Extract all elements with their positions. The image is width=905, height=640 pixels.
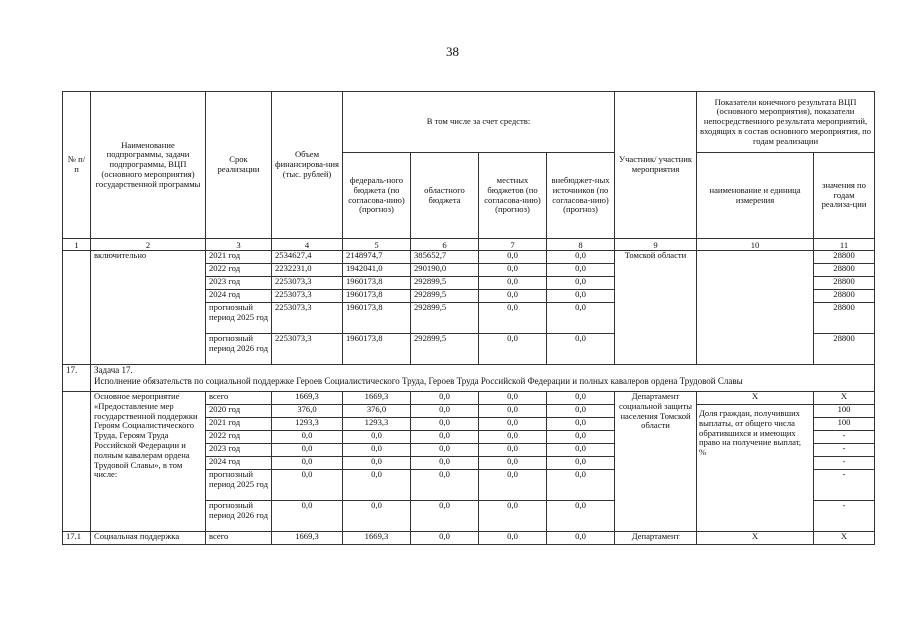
row-local: 0,0 <box>479 470 547 501</box>
row-local: 0,0 <box>479 303 547 334</box>
col-num: 4 <box>272 239 343 251</box>
header-federal: федераль-ного бюджета (по согласова-нию) (прогноз) <box>343 153 411 239</box>
row-local: 0,0 <box>479 290 547 303</box>
row-regional: 292899,5 <box>411 290 479 303</box>
col-num: 10 <box>697 239 814 251</box>
row-regional: 0,0 <box>411 532 479 545</box>
table-row <box>63 532 875 545</box>
header-indicator-name: наименование и единица измерения <box>697 153 814 239</box>
row-period: 2024 год <box>206 290 272 303</box>
header-extrabudget: внебюджет-ных источников (по согласова-нию) (прогноз) <box>547 153 615 239</box>
row-federal: 1293,3 <box>343 418 411 431</box>
row-regional: 0,0 <box>411 405 479 418</box>
row-participant: Департамент <box>615 532 697 545</box>
row-extra: 0,0 <box>547 405 615 418</box>
row-federal: 1669,3 <box>343 532 411 545</box>
row-regional: 0,0 <box>411 418 479 431</box>
header-row-1 <box>63 92 875 153</box>
row-total: 2232231,0 <box>272 264 343 277</box>
header-name: Наименование подпрограммы, задачи подпрограммы, ВЦП (основного мероприятия) государственной программы <box>91 92 206 239</box>
col-num: 2 <box>91 239 206 251</box>
row-name: включительно <box>91 251 206 365</box>
row-total: 2253073,3 <box>272 303 343 334</box>
header-indicator-values: значения по годам реализа-ции <box>814 153 875 239</box>
row-local: 0,0 <box>479 264 547 277</box>
row-value: 28800 <box>814 334 875 365</box>
row-period: всего <box>206 392 272 405</box>
row-value: 28800 <box>814 303 875 334</box>
row-extra: 0,0 <box>547 303 615 334</box>
row-value: Х <box>814 392 875 405</box>
header-indicators-group: Показатели конечного результата ВЦП (основного мероприятия), показатели непосредственного результата мероприятий, входящих в состав основного мероприятия, по годам реализации <box>697 92 875 153</box>
task-title: Задача 17. <box>94 365 133 375</box>
row-regional: 292899,5 <box>411 303 479 334</box>
row-federal: 0,0 <box>343 457 411 470</box>
row-federal: 1960173,8 <box>343 277 411 290</box>
row-period: 2024 год <box>206 457 272 470</box>
col-num: 8 <box>547 239 615 251</box>
row-period: прогнозный период 2026 год <box>206 501 272 532</box>
program-table <box>62 91 875 545</box>
row-total: 1293,3 <box>272 418 343 431</box>
row-extra: 0,0 <box>547 251 615 264</box>
row-value: - <box>814 470 875 501</box>
row-federal: 376,0 <box>343 405 411 418</box>
row-value: Х <box>814 532 875 545</box>
header-period: Срок реализации <box>206 92 272 239</box>
row-value: 100 <box>814 418 875 431</box>
row-extra: 0,0 <box>547 470 615 501</box>
row-indicator: Доля граждан, получивших выплаты, от общего числа обратившихся и имеющих право на получение выплат, % <box>697 405 814 532</box>
row-extra: 0,0 <box>547 444 615 457</box>
row-name: Социальная поддержка <box>91 532 206 545</box>
row-extra: 0,0 <box>547 392 615 405</box>
row-indicator-x: Х <box>697 532 814 545</box>
row-extra: 0,0 <box>547 264 615 277</box>
row-local: 0,0 <box>479 277 547 290</box>
header-total: Объем финансирова-ния (тыс. рублей) <box>272 92 343 239</box>
row-federal: 0,0 <box>343 501 411 532</box>
row-local: 0,0 <box>479 418 547 431</box>
row-period: всего <box>206 532 272 545</box>
row-regional: 0,0 <box>411 470 479 501</box>
task-description: Исполнение обязательств по социальной поддержке Героев Социалистического Труда, Героев Труда Российской Федерации и полных кавалеров ордена Трудовой Славы <box>94 376 743 386</box>
row-federal: 1960173,8 <box>343 290 411 303</box>
row-local: 0,0 <box>479 431 547 444</box>
row-name: Основное мероприятие «Предоставление мер государственной поддержки Героям Социалистического Труда, Героям Труда Российской Федерации и полным кавалерам ордена Трудовой Славы», в том числе: <box>91 392 206 532</box>
row-total: 1669,3 <box>272 392 343 405</box>
col-num: 5 <box>343 239 411 251</box>
task-text <box>91 365 875 392</box>
col-num: 1 <box>63 239 91 251</box>
row-total: 2253073,3 <box>272 290 343 303</box>
row-value: 28800 <box>814 264 875 277</box>
row-total: 0,0 <box>272 444 343 457</box>
row-local: 0,0 <box>479 444 547 457</box>
row-period: прогнозный период 2026 год <box>206 334 272 365</box>
row-local: 0,0 <box>479 532 547 545</box>
column-numbers-row <box>63 239 875 251</box>
row-regional: 0,0 <box>411 431 479 444</box>
row-value: - <box>814 431 875 444</box>
row-value: 28800 <box>814 251 875 264</box>
row-period: 2021 год <box>206 251 272 264</box>
row-number <box>63 251 91 365</box>
row-extra: 0,0 <box>547 431 615 444</box>
row-regional: 0,0 <box>411 392 479 405</box>
row-period: 2023 год <box>206 444 272 457</box>
row-local: 0,0 <box>479 457 547 470</box>
row-total: 2534627,4 <box>272 251 343 264</box>
row-value: - <box>814 457 875 470</box>
row-value: - <box>814 444 875 457</box>
row-indicator-x: Х <box>697 392 814 405</box>
row-number <box>63 392 91 532</box>
header-number: № п/п <box>63 92 91 239</box>
row-period: 2020 год <box>206 405 272 418</box>
col-num: 7 <box>479 239 547 251</box>
col-num: 6 <box>411 239 479 251</box>
row-total: 376,0 <box>272 405 343 418</box>
task-number: 17. <box>63 365 91 392</box>
row-regional: 292899,5 <box>411 277 479 290</box>
row-total: 2253073,3 <box>272 334 343 365</box>
row-indicator <box>697 251 814 365</box>
header-local: местных бюджетов (по согласова-нию) (прогноз) <box>479 153 547 239</box>
row-regional: 0,0 <box>411 501 479 532</box>
row-participant: Томской области <box>615 251 697 365</box>
row-local: 0,0 <box>479 251 547 264</box>
table-row <box>63 251 875 264</box>
row-value: 28800 <box>814 290 875 303</box>
row-period: 2022 год <box>206 264 272 277</box>
table-row <box>63 392 875 405</box>
row-number: 17.1 <box>63 532 91 545</box>
row-extra: 0,0 <box>547 457 615 470</box>
row-extra: 0,0 <box>547 334 615 365</box>
row-federal: 1669,3 <box>343 392 411 405</box>
row-total: 1669,3 <box>272 532 343 545</box>
row-federal: 1960173,8 <box>343 303 411 334</box>
row-value: 28800 <box>814 277 875 290</box>
row-regional: 385652,7 <box>411 251 479 264</box>
row-federal: 0,0 <box>343 444 411 457</box>
header-participant: Участник/ участник мероприятия <box>615 92 697 239</box>
row-value: - <box>814 501 875 532</box>
row-value: 100 <box>814 405 875 418</box>
row-extra: 0,0 <box>547 501 615 532</box>
row-regional: 290190,0 <box>411 264 479 277</box>
row-federal: 1942041,0 <box>343 264 411 277</box>
row-local: 0,0 <box>479 501 547 532</box>
row-regional: 0,0 <box>411 444 479 457</box>
task-row <box>63 365 875 392</box>
row-period: прогнозный период 2025 год <box>206 303 272 334</box>
row-extra: 0,0 <box>547 418 615 431</box>
row-local: 0,0 <box>479 405 547 418</box>
row-federal: 0,0 <box>343 431 411 444</box>
col-num: 9 <box>615 239 697 251</box>
header-regional: областного бюджета <box>411 153 479 239</box>
row-local: 0,0 <box>479 392 547 405</box>
page-number: 38 <box>446 44 459 59</box>
row-period: 2022 год <box>206 431 272 444</box>
row-regional: 0,0 <box>411 457 479 470</box>
row-total: 0,0 <box>272 470 343 501</box>
row-federal: 0,0 <box>343 470 411 501</box>
row-extra: 0,0 <box>547 532 615 545</box>
row-federal: 2148974,7 <box>343 251 411 264</box>
row-participant: Департамент социальной защиты населения Томской области <box>615 392 697 532</box>
row-period: прогнозный период 2025 год <box>206 470 272 501</box>
col-num: 11 <box>814 239 875 251</box>
row-total: 0,0 <box>272 501 343 532</box>
row-regional: 292899,5 <box>411 334 479 365</box>
row-extra: 0,0 <box>547 290 615 303</box>
row-period: 2023 год <box>206 277 272 290</box>
row-total: 2253073,3 <box>272 277 343 290</box>
row-extra: 0,0 <box>547 277 615 290</box>
row-federal: 1960173,8 <box>343 334 411 365</box>
row-local: 0,0 <box>479 334 547 365</box>
row-total: 0,0 <box>272 457 343 470</box>
row-total: 0,0 <box>272 431 343 444</box>
col-num: 3 <box>206 239 272 251</box>
header-sources-group: В том числе за счет средств: <box>343 92 615 153</box>
row-period: 2021 год <box>206 418 272 431</box>
